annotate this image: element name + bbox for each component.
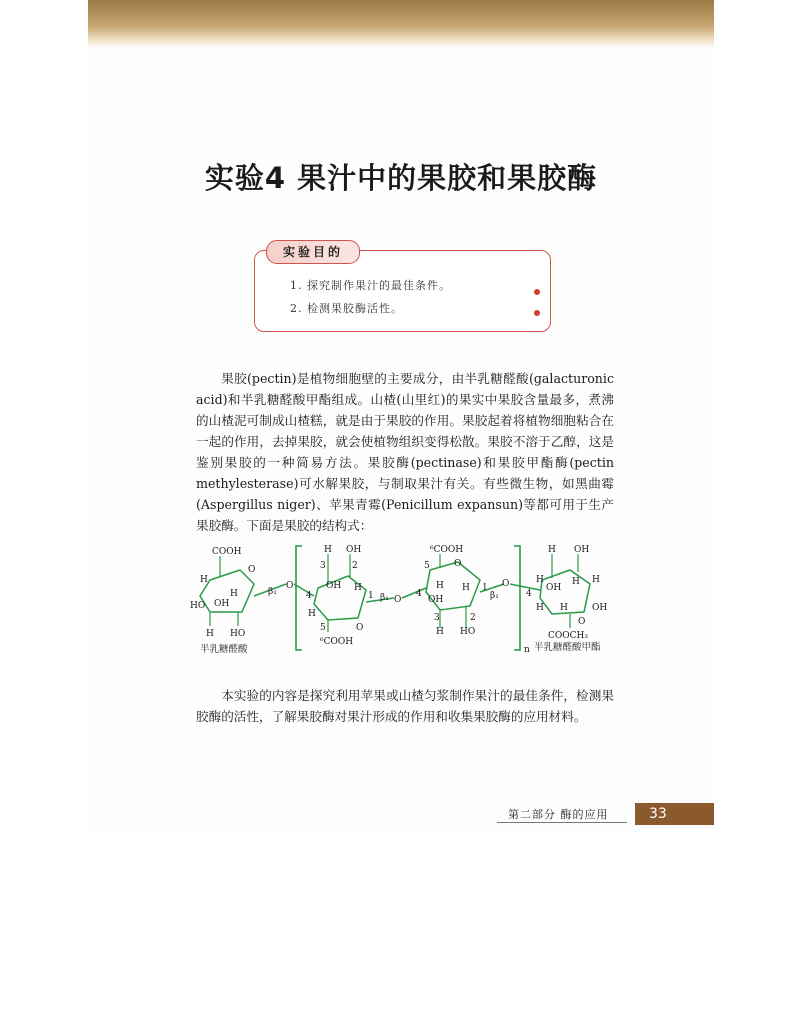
o-label: O: [578, 617, 586, 627]
h-label: H: [536, 603, 544, 613]
h-label: H: [572, 577, 580, 587]
page-title: 实验4 果汁中的果胶和果胶酶: [204, 161, 598, 195]
h-label: H: [200, 575, 208, 585]
ho-label: HO: [460, 627, 476, 637]
h-label: H: [354, 583, 362, 593]
o-label: O: [248, 565, 256, 575]
num-3: 3: [434, 613, 440, 623]
num-5: 5: [424, 561, 430, 571]
num-2: 2: [470, 613, 476, 623]
num-2: 2: [352, 561, 358, 571]
oh-label: OH: [546, 583, 562, 593]
header-band: [88, 0, 714, 48]
num-4: 4: [306, 591, 312, 601]
ho-label: HO: [190, 601, 206, 611]
h-label: H: [436, 581, 444, 591]
h-label: H: [592, 575, 600, 585]
closing-paragraph-text: 本实验的内容是探究利用苹果或山楂匀浆制作果汁的最佳条件，检测果胶酶的活性，了解果胶酶对果汁形成的作用和收集果胶酶的应用材料。: [196, 688, 614, 724]
bullet-dot: [534, 310, 540, 316]
num-4: 4: [416, 589, 422, 599]
num-4: 4: [526, 589, 532, 599]
o-label: O: [502, 579, 510, 589]
oh-label: OH: [346, 545, 362, 555]
oh-label: OH: [592, 603, 608, 613]
o-label: O: [394, 595, 402, 605]
cooch3-label: COOCH₃: [548, 631, 588, 641]
objective-item-1: 1. 探究制作果汁的最佳条件。: [290, 279, 451, 292]
objective-item-2: 2. 检测果胶酶活性。: [290, 302, 403, 315]
oh-label: OH: [214, 599, 230, 609]
right-bracket: [514, 546, 520, 650]
oh-label: OH: [326, 581, 342, 591]
pectin-structure-diagram: [190, 540, 620, 660]
section-label: 第二部分 酶的应用: [508, 808, 609, 821]
cooh6-label: ⁶COOH: [430, 545, 464, 555]
objectives-heading: 实验目的: [266, 240, 360, 264]
intro-paragraph-text: 果胶(pectin)是植物细胞壁的主要成分，由半乳糖醛酸(galacturonic acid)和半乳糖醛酸甲酯组成。山楂(山里红)的果实中果胶含量最多，煮沸的山楂泥可制成山楂糕，就是由于果胶的作用。果胶起着将植物细胞粘合在一起的作用，去掉果胶，就会使植物组织变得松散。果胶不溶于乙醇，这是鉴别果胶的一种简易方法。果胶酶(pectinase)和果胶甲酯酶(pectin methylesterase)可水解果胶，与制取果汁有关。有些微生物，如黑曲霉(Aspergillus niger)、苹果青霉(Penicillum expansun)等都可用于生产果胶酶。下面是果胶的结构式：: [196, 371, 614, 533]
h-label: H: [536, 575, 544, 585]
h-label: H: [548, 545, 556, 555]
num-3: 3: [320, 561, 326, 571]
cooh-label: COOH: [212, 547, 242, 557]
repeat-n: n: [524, 645, 530, 655]
num-5: 5: [320, 623, 326, 633]
h-label: H: [560, 603, 568, 613]
footer-rule: [497, 822, 627, 823]
h-label: H: [230, 589, 238, 599]
closing-paragraph: [196, 685, 614, 727]
beta1-label: β₁: [268, 587, 277, 597]
o-label: O: [286, 581, 294, 591]
num-1: 1: [368, 591, 374, 601]
h-label: H: [462, 583, 470, 593]
o-label: O: [356, 623, 364, 633]
oh-label: OH: [428, 595, 444, 605]
h-label: H: [308, 609, 316, 619]
h-label: H: [436, 627, 444, 637]
h-label: H: [206, 629, 214, 639]
left-caption: 半乳糖醛酸: [200, 644, 248, 655]
intro-paragraph: [196, 368, 614, 536]
bullet-dot: [534, 289, 540, 295]
beta1-label: β₁: [490, 591, 499, 601]
left-bracket: [296, 546, 302, 650]
cooh6-label: ⁶COOH: [320, 637, 354, 647]
h-label: H: [324, 545, 332, 555]
beta1-label: β₁: [380, 593, 389, 603]
oh-label: OH: [574, 545, 590, 555]
o-label: O: [454, 559, 462, 569]
right-caption: 半乳糖醛酸甲酯: [534, 642, 601, 653]
num-1: 1: [482, 583, 488, 593]
page-number: 33: [635, 803, 714, 825]
ho-label: HO: [230, 629, 246, 639]
